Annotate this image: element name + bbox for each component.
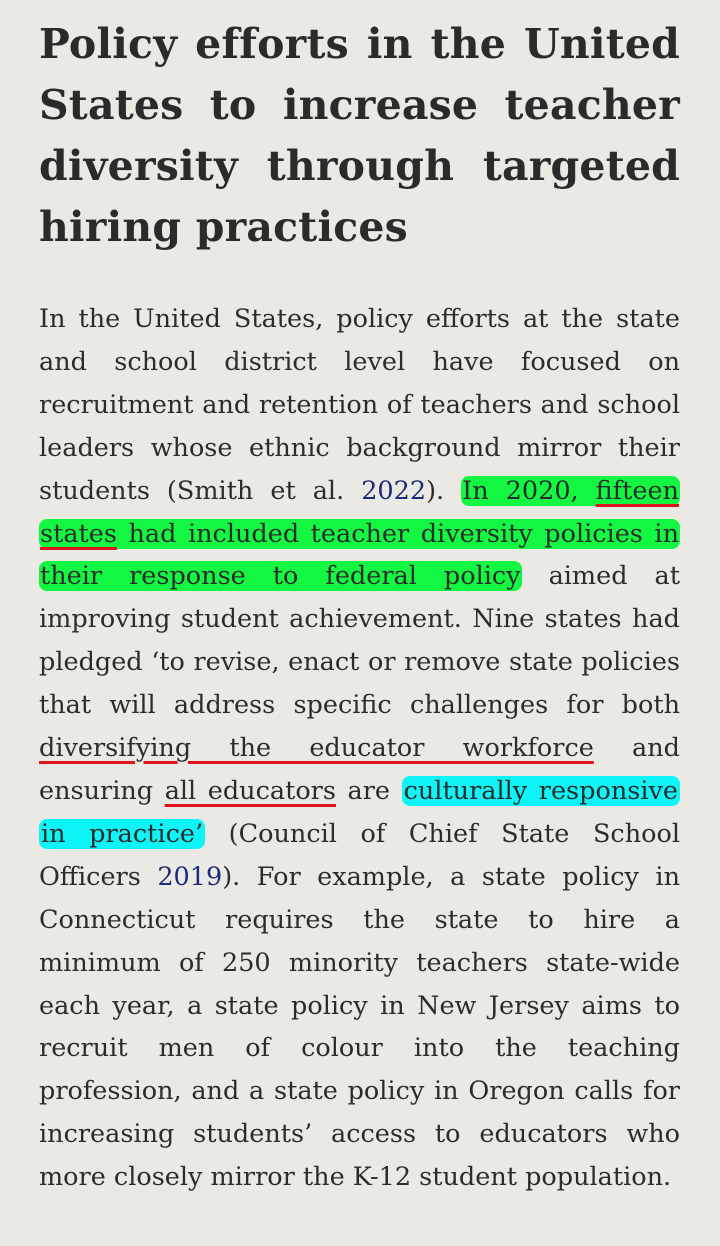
citation-link-smith-2022[interactable]: 2022 xyxy=(361,475,427,506)
text-segment: (Council of Chief State School Officers xyxy=(39,818,680,892)
section-heading: Policy efforts in the United States to increase teacher diversity through targeted hiring practices xyxy=(39,20,680,251)
highlighted-text: In 2020, xyxy=(462,475,596,506)
text-segment: ). For example, a state policy in Connecticut requires the state to hire a minimum of 250 minority teachers state-wide each year, a state policy in New Jersey aims to recruit men of colour into the teaching profession, and a state policy in Oregon calls for increasing students’ access to educators who more closely mirror the K-12 student population. xyxy=(39,861,680,1193)
red-underlined-text: fifteen states xyxy=(40,475,679,549)
cyan-highlight: culturally responsive in practice’ xyxy=(41,775,678,849)
highlighted-text: had included teacher diversity policies in their response to federal policy xyxy=(40,518,679,592)
text-segment: ). xyxy=(426,475,462,506)
text-segment: are xyxy=(335,775,402,806)
text-segment: aimed at improving student achievement. Nine states had pledged ‘to revise, enact or remove state policies that will address specific challenges for both xyxy=(39,561,680,721)
red-underlined-text: all educators xyxy=(164,775,336,806)
text-segment: and ensuring xyxy=(39,733,680,806)
citation-link-ccsso-2019[interactable]: 2019 xyxy=(157,861,223,892)
text-segment: In the United States, policy efforts at the state and school district level have focused on recruitment and retention of teachers and school leaders whose ethnic background mirror their students (Smith et al. xyxy=(39,304,680,506)
red-underlined-text: diversifying the educator workforce xyxy=(39,733,594,764)
body-paragraph xyxy=(39,298,680,1199)
